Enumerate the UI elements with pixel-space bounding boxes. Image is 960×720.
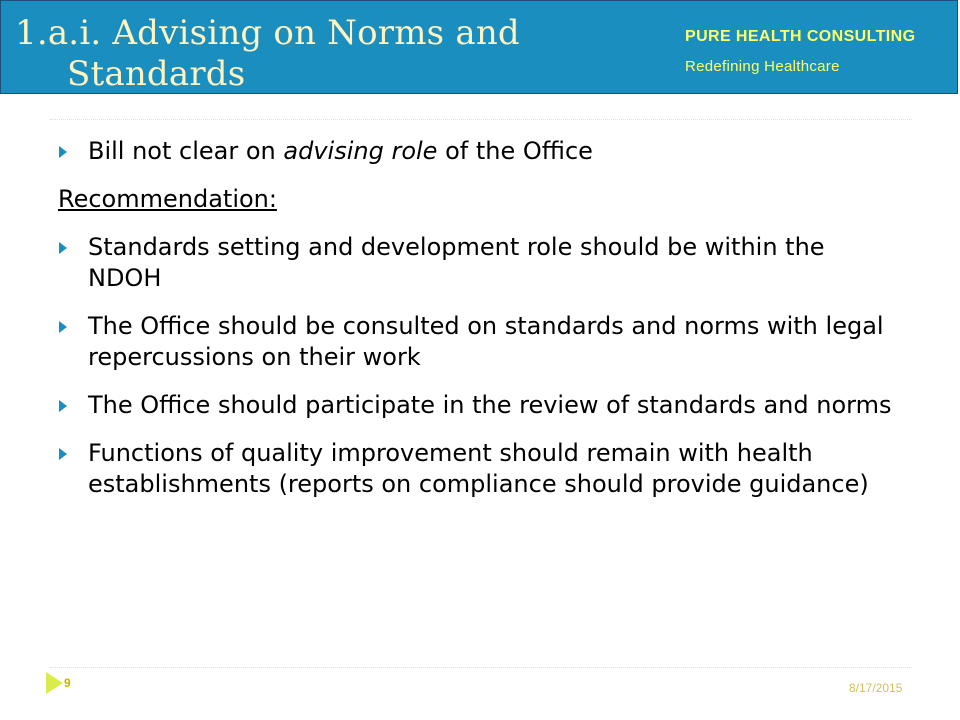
bullet-text: Functions of quality improvement should remain with health establishments (reports on compliance should provide guidance) xyxy=(88,439,869,498)
recommendation-heading xyxy=(58,184,898,215)
brand-name: PURE HEALTH CONSULTING xyxy=(685,28,916,45)
top-divider xyxy=(50,119,912,120)
brand-tagline: Redefining Healthcare xyxy=(685,58,840,75)
bullet-text: Standards setting and development role should be within the NDOH xyxy=(88,233,825,292)
bullet-item xyxy=(58,232,898,294)
slide-title-line-2: Standards xyxy=(67,54,246,94)
bullet-emphasis: advising role xyxy=(283,137,438,165)
recommendation-label: Recommendation: xyxy=(58,185,277,213)
bullet-item xyxy=(58,438,898,500)
bullet-text-part: of the Office xyxy=(437,137,593,165)
slide-date: 8/17/2015 xyxy=(849,681,903,695)
bullet-arrow-icon xyxy=(59,242,67,254)
bullet-arrow-icon xyxy=(59,321,67,333)
bullet-text: The Office should participate in the review of standards and norms xyxy=(88,391,892,419)
bullet-item xyxy=(58,390,898,421)
slide-title xyxy=(15,13,575,95)
bullet-arrow-icon xyxy=(59,448,67,460)
bottom-divider xyxy=(50,667,912,668)
bullet-arrow-icon xyxy=(59,146,67,158)
bullet-text: The Office should be consulted on standards and norms with legal repercussions on their work xyxy=(88,312,884,371)
slide-title-line-1: 1.a.i. Advising on Norms and xyxy=(15,13,520,53)
page-number: 9 xyxy=(64,676,71,690)
bullet-item xyxy=(58,311,898,373)
bullet-arrow-icon xyxy=(59,400,67,412)
footer-triangle-icon xyxy=(46,672,63,694)
bullet-item xyxy=(58,136,898,167)
slide-body xyxy=(58,136,898,517)
title-bar xyxy=(0,0,958,94)
bullet-text-part: Bill not clear on xyxy=(88,137,284,165)
